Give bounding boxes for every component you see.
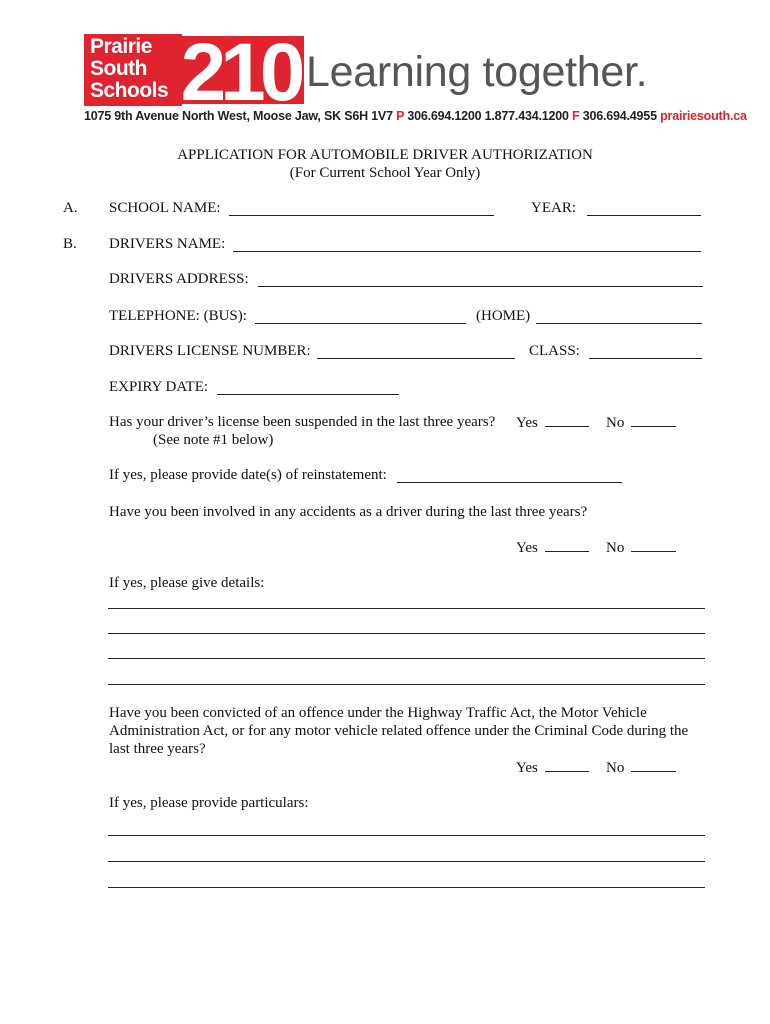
question-convicted-line-1: Have you been convicted of an offence under the Highway Traffic Act, the Motor Vehicle <box>109 705 647 721</box>
form-title: APPLICATION FOR AUTOMOBILE DRIVER AUTHORIZATION <box>177 147 593 163</box>
details-line[interactable] <box>108 658 705 659</box>
logo-line-schools: Schools <box>90 79 169 102</box>
section-a-label: A. <box>63 200 78 216</box>
logo-line-prairie: Prairie <box>90 35 152 58</box>
year-field[interactable] <box>587 215 701 216</box>
question-suspended: Has your driver’s license been suspended in the last three years? <box>109 414 496 430</box>
logo-number-text: 210 <box>180 27 300 108</box>
license-number-label: DRIVERS LICENSE NUMBER: <box>109 343 311 359</box>
expiry-date-field[interactable] <box>217 394 399 395</box>
no-label: No <box>606 540 625 556</box>
section-b-label: B. <box>63 236 77 252</box>
school-name-field[interactable] <box>229 215 494 216</box>
details-line[interactable] <box>108 608 705 609</box>
yes-label: Yes <box>516 415 538 431</box>
no-blank[interactable] <box>631 539 676 552</box>
yes-blank[interactable] <box>545 414 589 427</box>
question-accidents: Have you been involved in any accidents as a driver during the last three years? <box>109 504 588 520</box>
address-text: 1075 9th Avenue North West, Moose Jaw, SK S6H 1V7 <box>84 109 393 123</box>
no-blank[interactable] <box>631 759 676 772</box>
form-title-block <box>0 146 770 182</box>
logo-wordmark <box>90 36 168 102</box>
fax-text: 306.694.4955 <box>582 109 657 123</box>
particulars-line[interactable] <box>108 835 705 836</box>
yes-label: Yes <box>516 540 538 556</box>
drivers-name-field[interactable] <box>233 251 701 252</box>
tagline: Learning together. <box>306 48 648 96</box>
year-label: YEAR: <box>531 200 576 216</box>
form-subtitle: (For Current School Year Only) <box>289 165 481 181</box>
expiry-date-label: EXPIRY DATE: <box>109 379 209 395</box>
particulars-line[interactable] <box>108 861 705 862</box>
question-convicted-line-2: Administration Act, or for any motor vehicle related offence under the Criminal Code during the <box>109 723 689 739</box>
phone-text: 306.694.1200 1.877.434.1200 <box>407 109 569 123</box>
no-blank[interactable] <box>631 414 676 427</box>
particulars-line[interactable] <box>108 887 705 888</box>
no-label: No <box>606 415 625 431</box>
accidents-no-option[interactable] <box>606 539 676 557</box>
no-label: No <box>606 760 625 776</box>
reinstatement-label: If yes, please provide date(s) of reinstatement: <box>109 467 387 483</box>
particulars-label: If yes, please provide particulars: <box>109 795 309 811</box>
details-line[interactable] <box>108 684 705 685</box>
home-phone-label: (HOME) <box>476 308 531 324</box>
yes-label: Yes <box>516 760 538 776</box>
license-number-field[interactable] <box>317 358 515 359</box>
suspended-no-option[interactable] <box>606 414 676 432</box>
phone-label: P <box>396 109 405 123</box>
website-link[interactable]: prairiesouth.ca <box>660 109 747 123</box>
contact-line <box>84 109 747 123</box>
telephone-bus-field[interactable] <box>255 323 466 324</box>
convicted-yes-option[interactable] <box>516 759 589 777</box>
question-suspended-note: (See note #1 below) <box>153 432 274 448</box>
class-field[interactable] <box>589 358 702 359</box>
details-line[interactable] <box>108 633 705 634</box>
drivers-address-field[interactable] <box>258 286 703 287</box>
school-name-label: SCHOOL NAME: <box>109 200 221 216</box>
question-convicted-line-3: last three years? <box>109 741 206 757</box>
logo-line-south: South <box>90 57 147 80</box>
yes-blank[interactable] <box>545 539 589 552</box>
convicted-no-option[interactable] <box>606 759 676 777</box>
drivers-address-label: DRIVERS ADDRESS: <box>109 271 249 287</box>
logo-210-graphic <box>174 24 314 108</box>
suspended-yes-option[interactable] <box>516 414 589 432</box>
accidents-yes-option[interactable] <box>516 539 589 557</box>
home-phone-field[interactable] <box>536 323 702 324</box>
fax-label: F <box>572 109 580 123</box>
yes-blank[interactable] <box>545 759 589 772</box>
reinstatement-field[interactable] <box>397 482 622 483</box>
class-label: CLASS: <box>529 343 580 359</box>
drivers-name-label: DRIVERS NAME: <box>109 236 226 252</box>
telephone-bus-label: TELEPHONE: (BUS): <box>109 308 247 324</box>
details-label: If yes, please give details: <box>109 575 265 591</box>
